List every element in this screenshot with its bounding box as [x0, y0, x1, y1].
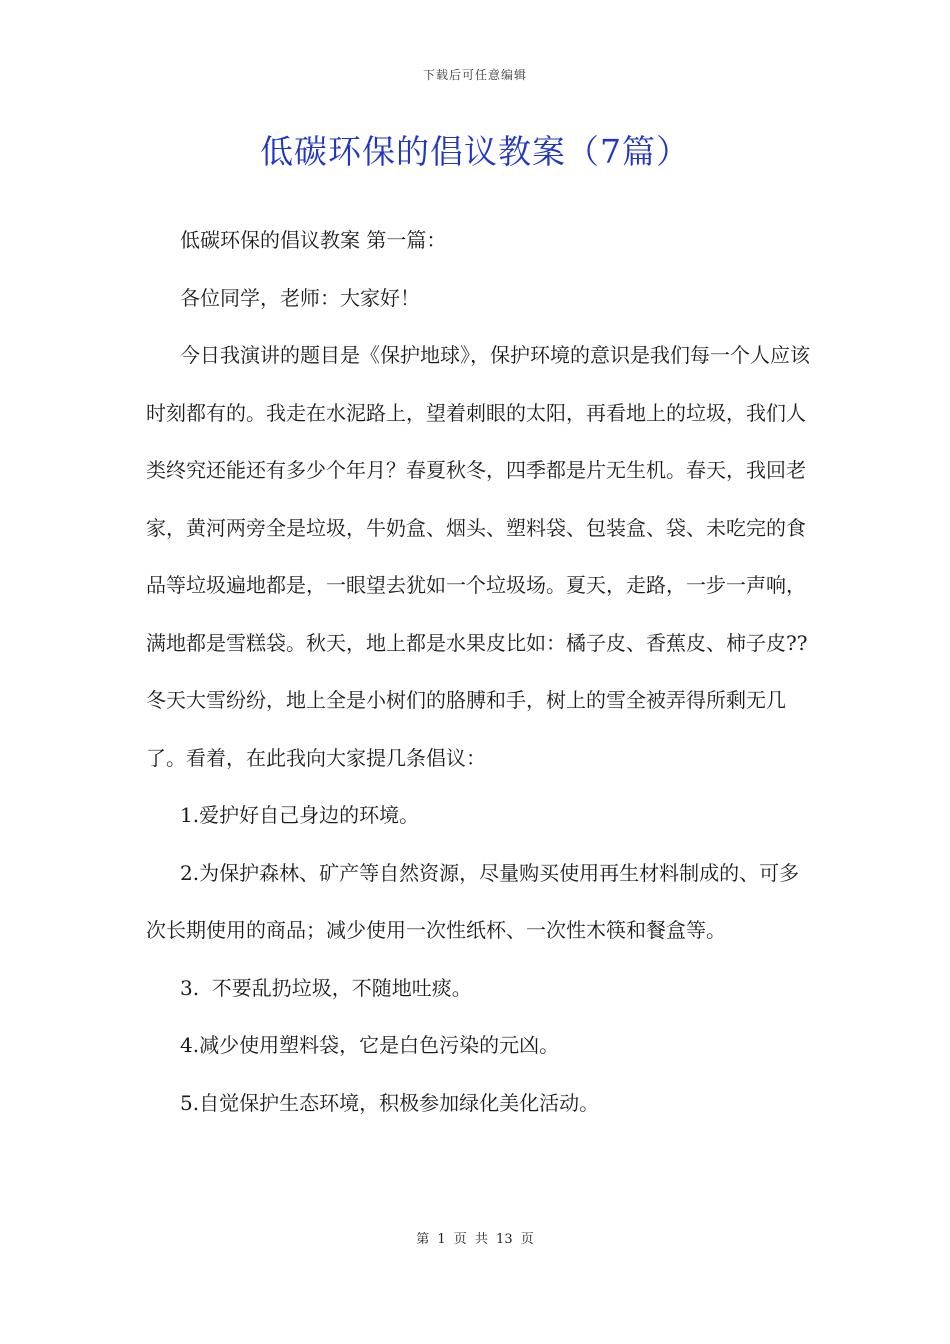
proposal-item-5: 5.自觉保护生态环境，积极参加绿化美化活动。 [180, 1090, 600, 1115]
page-indicator: 第 1 页 共 13 页 [416, 1232, 534, 1247]
proposal-item-1: 1.爱护好自己身边的环境。 [180, 803, 420, 827]
proposal-item-4: 4.减少使用塑料袋，它是白色污染的元凶。 [180, 1033, 560, 1057]
document-title: 低碳环保的倡议教案（7篇） [260, 132, 690, 171]
document-body [146, 212, 818, 1132]
proposal-item-3: 3. 不要乱扔垃圾，不随地吐痰。 [180, 975, 472, 1000]
proposal-item-2: 2.为保护森林、矿产等自然资源，尽量购买使用再生材料制成的、可多次长期使用的商品；减少使用一次性纸杯、一次性木筷和餐盒等。 [146, 860, 800, 942]
greeting-paragraph: 各位同学，老师：大家好！ [180, 285, 420, 310]
section-heading: 低碳环保的倡议教案 第一篇： [180, 228, 447, 252]
speech-paragraph: 今日我演讲的题目是《保护地球》，保护环境的意识是我们每一个人应该时刻都有的。我走在水泥路上，望着刺眼的太阳，再看地上的垃圾，我们人类终究还能还有多少个年月？春夏秋冬，四季都是片无生机。春天，我回老家，黄河两旁全是垃圾，牛奶盒、烟头、塑料袋、包装盒、袋、未吃完的食品等垃圾遍地都是，一眼望去犹如一个垃圾场。夏天，走路，一步一声响，满地都是雪糕袋。秋天，地上都是水果皮比如：橘子皮、香蕉皮、柿子皮??冬天大雪纷纷，地上全是小树们的胳膊和手，树上的雪全被弄得所剩无几了。看着，在此我向大家提几条倡议： [146, 343, 810, 770]
header-note: 下载后可任意编辑 [422, 68, 527, 82]
